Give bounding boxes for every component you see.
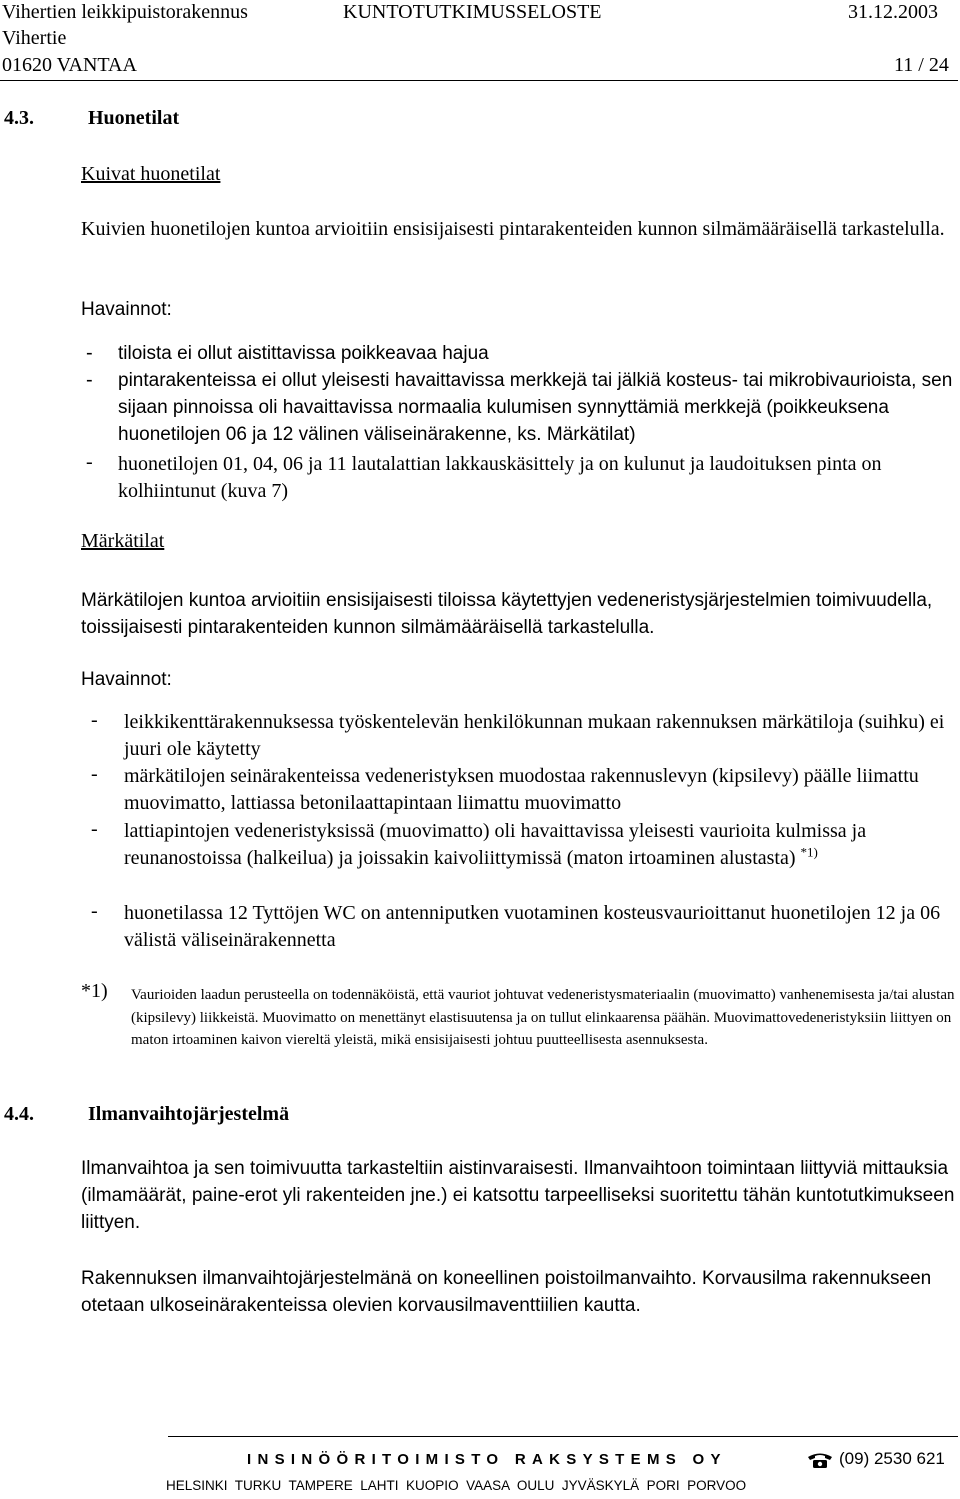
section-43-number: 4.3.	[4, 107, 34, 129]
bullet-dash: -	[86, 342, 93, 364]
footnote-reference: *1)	[800, 844, 818, 860]
wet-rooms-intro: Märkätilojen kuntoa arvioitiin ensisijaisesti tiloissa käytettyjen vedeneristysjärjestelmien toimivuudella, toissijaisesti pintarakenteiden kunnon silmämääräisellä tarkastelulla.	[81, 590, 933, 638]
dry-bullet-3: huonetilojen 01, 04, 06 ja 11 lautalattian lakkauskäsittely ja on kulunut ja laudoituksen pinta on kolhiintunut (kuva 7)	[118, 453, 882, 502]
section-44-number: 4.4.	[4, 1103, 34, 1125]
ventilation-paragraph-2: Rakennuksen ilmanvaihtojärjestelmänä on koneellinen poistoilmanvaihto. Korvausilma rakennukseen otetaan ulkoseinärakenteissa olevien korvausilmaventtiilien kautta.	[81, 1268, 932, 1316]
footer-company: INSINÖÖRITOIMISTO RAKSYSTEMS OY	[247, 1451, 727, 1468]
wet-bullet-4: huonetilassa 12 Tyttöjen WC on antenniputken vuotaminen kosteusvaurioittanut huonetilojen 12 ja 06 välistä väliseinärakennetta	[124, 902, 941, 951]
bullet-dash: -	[91, 900, 98, 922]
bullet-dash: -	[91, 709, 98, 731]
header-doc-type: KUNTOTUTKIMUSSELOSTE	[343, 1, 602, 23]
footer-phone: (09) 2530 621	[839, 1449, 945, 1468]
wet-bullet-1: leikkikenttärakennuksessa työskentelevän henkilökunnan mukaan rakennuksen märkätiloja (suihku) ei juuri ole käytetty	[124, 711, 945, 760]
phone-icon	[806, 1451, 834, 1474]
dry-bullet-2: pintarakenteissa ei ollut yleisesti havaittavissa merkkejä tai jälkiä kosteus- tai mikrobivaurioista, sen sijaan pinnoissa oli havaittavissa normaalia kulumisen synnyttämiä merkkejä (poikkeuksena huonetilojen 06 ja 12 välinen väliseinärakenne, ks. Märkätilat)	[118, 370, 953, 445]
header-date: 31.12.2003	[848, 1, 938, 23]
header-street: Vihertie	[2, 27, 67, 49]
section-44-title: Ilmanvaihtojärjestelmä	[88, 1103, 290, 1125]
wet-rooms-heading: Märkätilat	[81, 530, 165, 552]
wet-bullet-3: lattiapintojen vedeneristyksissä (muovimatto) oli havaittavissa yleisesti vaurioita kulmissa ja reunanostoissa (halkeilua) ja joissakin kaivoliittymissä (maton irtoaminen alustasta) $^{*1)}$	[124, 820, 867, 869]
bullet-dash: -	[86, 369, 93, 391]
footnote-text: Vaurioiden laadun perusteella on todennäköistä, että vauriot johtuvat vedeneristysmateriaalin (muovimatto) vanhenemisesta ja/tai alustan (kipsilevy) liikkeistä. Muovimatto on menettänyt elastisuutensa ja on tullut elinkaarensa päähän. Muovimattovedeneristyksiin liittyen on maton irtoaminen kaivon viereltä yleistä, mikä ensisijaisesti johtuu puutteellisesta asennuksesta.	[131, 987, 955, 1049]
footer-rule	[168, 1436, 958, 1437]
header-rule	[0, 80, 958, 81]
header-postal: 01620 VANTAA	[2, 54, 137, 76]
bullet-dash: -	[91, 818, 98, 840]
footer-cities: HELSINKI TURKU TAMPERE LAHTI KUOPIO VAASA OULU JYVÄSKYLÄ PORI PORVOO	[166, 1478, 747, 1493]
dry-rooms-intro: Kuivien huonetilojen kuntoa arvioitiin ensisijaisesti pintarakenteiden kunnon silmämääräisellä tarkastelulla.	[81, 218, 945, 240]
dry-rooms-heading: Kuivat huonetilat	[81, 163, 221, 185]
dry-bullet-1: tiloista ei ollut aistittavissa poikkeavaa hajua	[118, 343, 489, 364]
header-company: Vihertien leikkipuistorakennus	[2, 1, 248, 23]
dry-observations-label: Havainnot:	[81, 299, 172, 320]
footnote-marker: *1)	[81, 980, 108, 1002]
bullet-dash: -	[91, 763, 98, 785]
wet-observations-label: Havainnot:	[81, 669, 172, 690]
wet-bullet-2: märkätilojen seinärakenteissa vedeneristyksen muodostaa rakennuslevyn (kipsilevy) päälle liimattu muovimatto, lattiassa betonilaattapintaan liimattu muovimatto	[124, 765, 919, 814]
bullet-dash: -	[86, 451, 93, 473]
ventilation-paragraph-1: Ilmanvaihtoa ja sen toimivuutta tarkasteltiin aistinvaraisesti. Ilmanvaihtoon toimintaan liittyviä mittauksia (ilmamäärät, paine-erot yli rakenteiden jne.) ei katsottu tarpeelliseksi suoritettu tähän kuntotutkimukseen liittyen.	[81, 1158, 955, 1233]
header-page-number: 11 / 24	[894, 54, 949, 76]
section-43-title: Huonetilat	[88, 107, 180, 129]
